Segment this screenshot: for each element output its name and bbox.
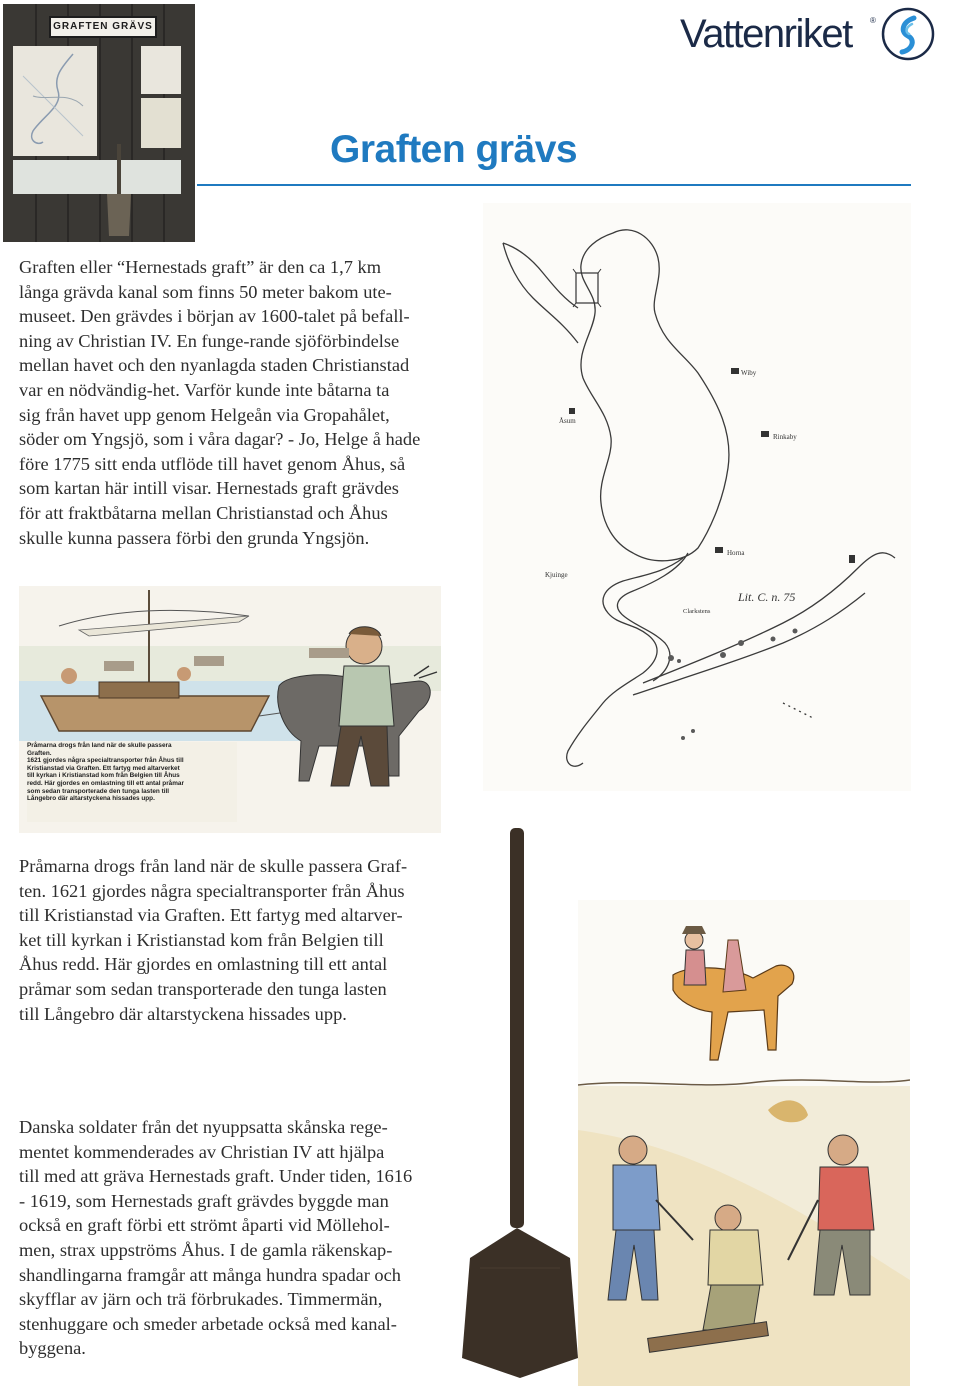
text-line: Pråmarna drogs från land när de skulle passera Graf- xyxy=(19,856,408,876)
sign-line: till kyrkan i Kristianstad kom från Belgien till Åhus xyxy=(27,772,180,780)
logo-registered-mark: ® xyxy=(870,16,876,25)
text-line: ning av Christian IV. En funge-rande sjöförbindelse xyxy=(19,330,400,351)
text-line: för att fraktbåtarna mellan Christianstad och Åhus xyxy=(19,502,388,523)
text-line: skulle kunna passera förbi den grunda Yngsjön. xyxy=(19,527,370,548)
text-line: söder om Yngsjö, som i våra dagar? - Jo, Helge å hade xyxy=(19,429,421,450)
text-line: ten. 1621 gjordes några specialtransporter från Åhus xyxy=(19,880,405,901)
text-line: shandlingarna framgår att många hundra spadar och xyxy=(19,1264,401,1285)
text-line: Åhus redd. Här gjordes en omlastning till ett antal xyxy=(19,954,388,975)
map-label-rinkaby: Rinkaby xyxy=(773,433,797,441)
sign-title-plate: GRAFTEN GRÄVS xyxy=(49,16,157,38)
sign-line: Kristianstad via Graften. Ett fartyg med altarverket xyxy=(27,764,180,772)
logo-wordmark: Vattenriket xyxy=(680,12,852,56)
text-line: mentet kommenderades av Christian IV att hjälpa xyxy=(19,1141,385,1162)
historical-map xyxy=(483,203,911,791)
text-line: men, strax uppströms Åhus. I de gamla räkenskap- xyxy=(19,1239,393,1260)
sign-board-photo xyxy=(3,4,195,242)
text-line: Graften eller “Hernestads graft” är den ca 1,7 km xyxy=(19,257,382,277)
map-label-kjuinge: Kjuinge xyxy=(545,571,568,579)
diggers-illustration xyxy=(578,900,910,1386)
text-line: pråmar som sedan transporterade den tunga lasten xyxy=(19,978,387,999)
sign-bottom-panel xyxy=(13,160,181,194)
text-line: byggena. xyxy=(19,1338,86,1359)
text-line: sig från havet upp genom Helgeån via Gropahålet, xyxy=(19,404,390,425)
church-icon xyxy=(731,368,739,374)
text-line: Danska soldater från det nyuppsatta skånska rege- xyxy=(19,1117,388,1137)
vattenriket-logo xyxy=(680,6,936,62)
title-rule xyxy=(197,184,911,186)
wooden-spade xyxy=(460,828,580,1384)
text-line: före 1775 sitt enda utflöde till havet genom Åhus, så xyxy=(19,453,406,474)
text-line: - 1619, som Hernestads graft grävdes byggde man xyxy=(19,1190,389,1211)
text-line: stenhuggare och smeder arbetade också med kanal- xyxy=(19,1313,397,1334)
map-lake-outline xyxy=(581,230,729,561)
map-inlet xyxy=(503,243,578,343)
caption-paragraph xyxy=(19,854,459,1026)
text-line: mellan havet och den nyanlagda staden Christianstad xyxy=(19,355,410,376)
map-annotation: Lit. C. n. 75 xyxy=(738,590,796,604)
map-label-asum: Åsum xyxy=(559,417,576,425)
sign-text-panel xyxy=(141,46,181,94)
sign-line: Långebro där altarstyckena hissades upp. xyxy=(27,795,155,803)
text-line: till Kristianstad via Graften. Ett fartyg med altarver- xyxy=(19,905,403,926)
text-line: långa grävda kanal som finns 50 meter bakom ute- xyxy=(19,281,392,302)
text-line: till med att gräva Hernestads graft. Under tiden, 1616 xyxy=(19,1166,413,1187)
sign-line: 1621 gjordes några specialtransporter från Åhus till xyxy=(27,757,184,765)
church-icon xyxy=(569,408,575,414)
sign-spade xyxy=(99,144,139,240)
sign-map-panel xyxy=(13,46,97,156)
text-line: till Långebro där altarstyckena hissades upp. xyxy=(19,1003,347,1024)
map-coastline xyxy=(643,553,895,683)
church-icon xyxy=(715,547,723,553)
text-line: skyfflar av järn och trä förbrukades. Timmermän, xyxy=(19,1289,383,1310)
text-line: också en graft förbi ett strömt åparti vid Möllehol- xyxy=(19,1215,390,1236)
sign-line: Graften. xyxy=(27,749,52,757)
map-label-horna: Horna xyxy=(727,549,745,557)
text-line: var en nödvändig-het. Varför kunde inte båtarna ta xyxy=(19,379,390,400)
barge-sign-panel xyxy=(27,742,237,822)
sign-line: redd. Här gjordes en omlastning till ett antal pråmar xyxy=(27,779,184,787)
text-line: som kartan här intill visar. Hernestads graft grävdes xyxy=(19,478,399,499)
map-label-wiby: Wiby xyxy=(741,369,757,377)
sign-line: Pråmarna drogs från land när de skulle passera xyxy=(27,742,172,749)
page-title: Graften grävs xyxy=(330,128,578,171)
barge-illustration xyxy=(19,586,441,833)
sign-line: som sedan transporterade den tunga lasten till xyxy=(27,787,170,795)
church-icon xyxy=(761,431,769,437)
text-line: museet. Den grävdes i början av 1600-talet på befall- xyxy=(19,306,410,327)
sign-picture-panel xyxy=(141,98,181,148)
church-icon xyxy=(849,555,855,563)
map-fortress-icon xyxy=(576,273,598,303)
soldiers-paragraph xyxy=(19,1115,461,1361)
text-line: ket till kyrkan i Kristianstad kom från Belgien till xyxy=(19,929,384,950)
map-river xyxy=(567,558,683,766)
map-label-clarstens: Clarkstens xyxy=(683,608,711,615)
intro-paragraph xyxy=(19,255,464,550)
water-drop-icon xyxy=(880,6,936,62)
